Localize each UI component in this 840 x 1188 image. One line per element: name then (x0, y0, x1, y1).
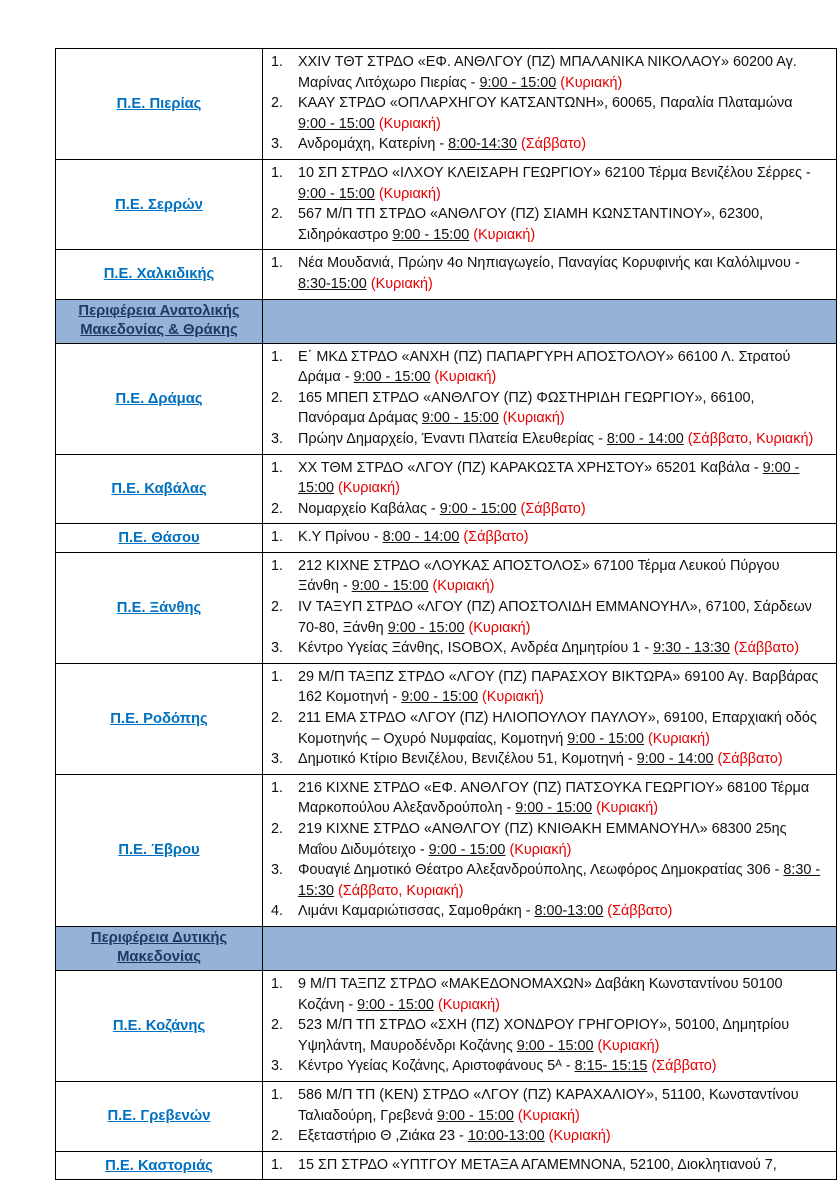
regional-unit-link[interactable]: Π.Ε. Έβρου (118, 842, 200, 859)
locations-cell (262, 524, 836, 552)
region-header-label: Περιφέρεια Δυτικής Μακεδονίας (90, 929, 228, 966)
entry-text (298, 458, 824, 499)
entry-text (298, 974, 824, 1015)
day-label: (Σάββατο) (607, 903, 673, 920)
location-entry (271, 667, 824, 708)
time-range: 9:00 - 15:00 (515, 800, 593, 817)
regional-unit-link[interactable]: Π.Ε. Καστοριάς (105, 1157, 213, 1174)
table-row (56, 454, 836, 524)
locations-cell (262, 775, 836, 926)
day-label: (Κυριακή) (509, 841, 572, 858)
region-unit-cell (56, 1152, 262, 1180)
time-range: 8:15- 15:15 (574, 1058, 648, 1075)
location-text: 219 ΚΙΧΝΕ ΣΤΡΔΟ «ΑΝΘΛΓΟΥ (ΠΖ) ΚΝΙΘΑΚΗ ΕΜΜΑΝΟΥΗΛ» 68300 25ης Μαΐου Διδυμότειχο - (298, 821, 787, 858)
day-label: (Κυριακή) (597, 1037, 660, 1054)
entry-text (298, 204, 824, 245)
day-label: (Σάββατο) (520, 500, 586, 517)
entry-text (298, 556, 824, 597)
location-entry (271, 819, 824, 860)
location-text: Πρώην Δημαρχείο, Έναντι Πλατεία Ελευθερίας - (298, 430, 607, 447)
table-row (56, 159, 836, 249)
location-text: IV ΤΑΞΥΠ ΣΤΡΔΟ «ΛΓΟΥ (ΠΖ) ΑΠΟΣΤΟΛΙΔΗ ΕΜΜΑΝΟΥΗΛ», 67100, Σάρδεων 70-80, Ξάνθη (298, 599, 812, 636)
location-text: ΚΑΑΥ ΣΤΡΔΟ «ΟΠΛΑΡΧΗΓΟΥ ΚΑΤΣΑΝΤΩΝΗ», 60065, Παραλία Πλαταμώνα (298, 95, 793, 112)
entry-number: 2. (271, 389, 284, 406)
location-entry (271, 253, 824, 294)
day-label: (Σάββατο) (717, 751, 783, 768)
day-label: (Κυριακή) (437, 996, 500, 1013)
location-entry (271, 527, 824, 548)
day-label: (Κυριακή) (548, 1128, 611, 1145)
time-range: 9:00 - 14:00 (636, 751, 714, 768)
table-row (56, 552, 836, 663)
location-entry (271, 388, 824, 429)
locations-cell (262, 1082, 836, 1151)
time-range: 9:00 - 15:00 (439, 500, 517, 517)
regional-unit-link[interactable]: Π.Ε. Δράμας (115, 390, 203, 407)
entry-number: 4. (271, 903, 284, 920)
day-label: (Σάββατο, Κυριακή) (687, 430, 814, 447)
regional-unit-link[interactable]: Π.Ε. Θάσου (118, 530, 200, 547)
entry-text (298, 347, 824, 388)
location-entry (271, 347, 824, 388)
entry-text (298, 52, 824, 93)
region-unit-cell (56, 160, 262, 249)
location-text: XXIV ΤΘΤ ΣΤΡΔΟ «ΕΦ. ΑΝΘΛΓΟΥ (ΠΖ) ΜΠΑΛΑΝΙΚΑ ΝΙΚΟΛΑΟΥ» 60200 Αγ. Μαρίνας Λιτόχωρο Πιερίας - (298, 54, 797, 91)
entry-text (298, 253, 824, 294)
locations-cell (262, 300, 836, 343)
entry-number: 3. (271, 430, 284, 447)
day-label: (Κυριακή) (517, 1107, 580, 1124)
entry-number: 1. (271, 164, 284, 181)
location-entry (271, 429, 824, 450)
time-range: 9:00 - 15:00 (353, 369, 431, 386)
location-entry (271, 1085, 824, 1126)
location-text: ΧΧ ΤΘΜ ΣΤΡΔΟ «ΛΓΟΥ (ΠΖ) ΚΑΡΑΚΩΣΤΑ ΧΡΗΣΤΟΥ» 65201 Καβάλα - (298, 459, 763, 476)
location-text: 586 Μ/Π ΤΠ (ΚΕΝ) ΣΤΡΔΟ «ΛΓΟΥ (ΠΖ) ΚΑΡΑΧΑΛΙΟΥ», 51100, Κωνσταντίνου Ταλιαδούρη, Γρεβενά (298, 1086, 799, 1124)
time-range: 9:00 - 15:00 (479, 74, 557, 91)
entry-text (298, 134, 824, 155)
time-range: 9:00 - 15:00 (567, 730, 645, 747)
entry-text (298, 638, 824, 659)
location-text: 211 ΕΜΑ ΣΤΡΔΟ «ΛΓΟΥ (ΠΖ) ΗΛΙΟΠΟΥΛΟΥ ΠΑΥΛΟΥ», 69100, Επαρχιακή οδός Κομοτηνής – Οχυρό Νυμφαίας, Κομοτηνή (298, 710, 817, 747)
locations-cell (262, 344, 836, 454)
location-text: Φουαγιέ Δημοτικό Θέατρο Αλεξανδρούπολης, Λεωφόρος Δημοκρατίας 306 - (298, 862, 784, 879)
location-text: 212 ΚΙΧΝΕ ΣΤΡΔΟ «ΛΟΥΚΑΣ ΑΠΟΣΤΟΛΟΣ» 67100 Τέρμα Λευκού Πύργου Ξάνθη - (298, 557, 780, 595)
day-label: (Σάββατο, Κυριακή) (338, 882, 464, 899)
day-label: (Σάββατο) (463, 529, 529, 546)
location-text: Κέντρο Υγείας Κοζάνης, Αριστοφάνους 5ᴬ - (298, 1058, 575, 1075)
day-label: (Κυριακή) (482, 689, 544, 706)
location-entry (271, 1126, 824, 1147)
day-label: (Σάββατο) (651, 1058, 717, 1075)
region-unit-cell (56, 344, 262, 454)
day-label: (Κυριακή) (370, 275, 433, 292)
location-entry (271, 163, 824, 204)
entry-text (298, 1015, 824, 1056)
entry-text (298, 527, 824, 548)
day-label: (Κυριακή) (502, 410, 565, 427)
region-unit-cell (56, 1082, 262, 1151)
entry-text (298, 819, 824, 860)
time-range: 8:00-14:30 (448, 136, 517, 153)
location-entry (271, 778, 824, 819)
location-text: Ε΄ ΜΚΔ ΣΤΡΔΟ «ΑΝΧΗ (ΠΖ) ΠΑΠΑΡΓΥΡΗ ΑΠΟΣΤΟΛΟΥ» 66100 Λ. Στρατού Δράμα - (298, 348, 791, 386)
entry-number: 2. (271, 95, 284, 112)
entry-text (298, 860, 824, 901)
location-text: 567 Μ/Π ΤΠ ΣΤΡΔΟ «ΑΝΘΛΓΟΥ (ΠΖ) ΣΙΑΜΗ ΚΩΝΣΤΑΝΤΙΝΟΥ», 62300, Σιδηρόκαστρο (298, 206, 764, 243)
location-text: Νέα Μουδανιά, Πρώην 4ο Νηπιαγωγείο, Παναγίας Κορυφινής και Καλόλιμνου - (298, 255, 800, 272)
entry-number: 3. (271, 1058, 284, 1075)
location-text: 29 Μ/Π ΤΑΞΠΖ ΣΤΡΔΟ «ΛΓΟΥ (ΠΖ) ΠΑΡΑΣΧΟΥ ΒΙΚΤΩΡΑ» 69100 Αγ. Βαρβάρας 162 Κομοτηνή - (298, 668, 819, 706)
regional-unit-link[interactable]: Π.Ε. Γρεβενών (107, 1108, 211, 1125)
location-entry (271, 597, 824, 638)
entry-text (298, 429, 824, 450)
location-entry (271, 134, 824, 155)
entry-text (298, 499, 824, 520)
location-text: 9 Μ/Π ΤΑΞΠΖ ΣΤΡΔΟ «ΜΑΚΕΔΟΝΟΜΑΧΩΝ» Δαβάκη Κωνσταντίνου 50100 Κοζάνη - (298, 975, 783, 1013)
entry-number: 3. (271, 862, 284, 879)
table-row (56, 970, 836, 1081)
locations-table (55, 48, 837, 1180)
day-label: (Σάββατο) (520, 136, 587, 153)
entry-number: 1. (271, 459, 284, 476)
time-range: 9:00 - 15:00 (392, 226, 470, 243)
entry-number: 1. (271, 54, 284, 70)
entry-text (298, 1155, 824, 1176)
time-range: 9:00 - 15:00 (357, 996, 434, 1013)
time-range: 9:00 - 15:00 (437, 1107, 514, 1124)
entry-number: 1. (271, 557, 284, 574)
location-entry (271, 638, 824, 659)
time-range: 9:00 - 15:00 (401, 689, 479, 706)
entry-number: 2. (271, 206, 284, 223)
entry-number: 1. (271, 348, 284, 365)
region-unit-cell (56, 927, 262, 970)
entry-text (298, 667, 824, 708)
locations-cell (262, 971, 836, 1081)
regional-unit-link[interactable]: Π.Ε. Καβάλας (111, 480, 207, 497)
locations-cell (262, 664, 836, 774)
locations-cell (262, 1152, 836, 1180)
entry-text (298, 1056, 824, 1077)
day-label: (Κυριακή) (468, 619, 531, 636)
table-row (56, 774, 836, 926)
day-label: (Κυριακή) (560, 74, 623, 91)
entry-text (298, 901, 824, 922)
time-range: 8:30 - 15:30 (298, 862, 821, 899)
entry-number: 3. (271, 640, 284, 657)
location-text: 165 ΜΠΕΠ ΣΤΡΔΟ «ΑΝΘΛΓΟΥ (ΠΖ) ΦΩΣΤΗΡΙΔΗ ΓΕΩΡΓΙΟΥ», 66100, Πανόραμα Δράμας (298, 389, 755, 427)
day-label: (Κυριακή) (338, 480, 400, 497)
day-label: (Κυριακή) (378, 185, 441, 202)
location-entry (271, 901, 824, 922)
regional-unit-link[interactable]: Π.Ε. Πιερίας (116, 95, 202, 112)
region-header-row (56, 926, 836, 970)
entry-number: 1. (271, 255, 284, 272)
time-range: 8:00-13:00 (534, 903, 604, 920)
entry-text (298, 163, 824, 204)
locations-cell (262, 927, 836, 970)
entry-text (298, 93, 824, 134)
region-unit-cell (56, 524, 262, 552)
locations-cell (262, 160, 836, 249)
location-entry (271, 749, 824, 770)
region-header-row (56, 299, 836, 343)
table-row (56, 663, 836, 774)
regional-unit-link[interactable]: Π.Ε. Κοζάνης (112, 1017, 206, 1034)
location-entry (271, 708, 824, 749)
entry-number: 2. (271, 821, 284, 837)
region-header-label: Περιφέρεια Ανατολικής Μακεδονίας & Θράκης (78, 302, 240, 339)
table-row (56, 343, 836, 454)
location-entry (271, 860, 824, 901)
day-label: (Σάββατο) (733, 640, 800, 657)
location-text: Κέντρο Υγείας Ξάνθης, ISOBOX, Ανδρέα Δημητρίου 1 - (298, 640, 654, 657)
entry-number: 3. (271, 751, 284, 768)
regional-unit-link[interactable]: Π.Ε. Χαλκιδικής (103, 266, 215, 283)
entry-number: 1. (271, 1156, 284, 1173)
location-text: Ανδρομάχη, Κατερίνη - (298, 136, 449, 153)
time-range: 8:00 - 14:00 (606, 430, 684, 447)
table-row (56, 1151, 836, 1180)
time-range: 9:00 - 15:00 (298, 115, 375, 132)
location-entry (271, 1015, 824, 1056)
entry-text (298, 388, 824, 429)
location-entry (271, 93, 824, 134)
entry-number: 1. (271, 975, 284, 992)
time-range: 9:00 - 15:00 (428, 841, 506, 858)
entry-number: 1. (271, 1086, 284, 1103)
time-range: 9:00 - 15:00 (298, 185, 375, 202)
entry-text (298, 1085, 824, 1126)
table-row (56, 1081, 836, 1151)
location-entry (271, 204, 824, 245)
day-label: (Κυριακή) (473, 226, 536, 243)
entry-text (298, 708, 824, 749)
entry-text (298, 749, 824, 770)
time-range: 9:30 - 13:30 (653, 640, 730, 657)
location-entry (271, 556, 824, 597)
location-text: Εξεταστήριο Θ ,Ζιάκα 23 - (298, 1128, 468, 1145)
entry-number: 2. (271, 1128, 284, 1145)
table-row (56, 523, 836, 552)
region-unit-cell (56, 49, 262, 159)
region-unit-cell (56, 455, 262, 524)
regional-unit-link[interactable]: Π.Ε. Ροδόπης (110, 710, 208, 727)
entry-number: 1. (271, 529, 284, 546)
day-label: (Κυριακή) (432, 578, 495, 595)
time-range: 9:00 - 15:00 (298, 459, 800, 497)
entry-number: 3. (271, 136, 284, 153)
entry-text (298, 778, 824, 819)
entry-number: 2. (271, 599, 284, 616)
day-label: (Κυριακή) (648, 730, 710, 747)
location-text: Λιμάνι Καμαριώτισσας, Σαμοθράκη - (298, 903, 535, 920)
location-entry (271, 974, 824, 1015)
time-range: 8:00 - 14:00 (382, 529, 460, 546)
time-range: 9:00 - 15:00 (516, 1037, 594, 1054)
region-unit-cell (56, 664, 262, 774)
location-text: Δημοτικό Κτίριο Βενιζέλου, Βενιζέλου 51, Κομοτηνή - (298, 751, 637, 768)
location-text: 216 ΚΙΧΝΕ ΣΤΡΔΟ «ΕΦ. ΑΝΘΛΓΟΥ (ΠΖ) ΠΑΤΣΟΥΚΑ ΓΕΩΡΓΙΟΥ» 68100 Τέρμα Μαρκοπούλου Αλεξανδρούπολη - (298, 779, 810, 817)
regional-unit-link[interactable]: Π.Ε. Σερρών (115, 196, 203, 213)
location-entry (271, 1155, 824, 1176)
location-entry (271, 52, 824, 93)
time-range: 9:00 - 15:00 (351, 578, 429, 595)
time-range: 10:00-13:00 (467, 1128, 545, 1145)
locations-cell (262, 455, 836, 524)
region-unit-cell (56, 971, 262, 1081)
time-range: 8:30-15:00 (298, 275, 367, 292)
location-text: 15 ΣΠ ΣΤΡΔΟ «ΥΠΤΓΟΥ ΜΕΤΑΞΑ ΑΓΑΜΕΜΝΟΝΑ, 52100, Διοκλητιανού 7, (298, 1156, 777, 1173)
day-label: (Κυριακή) (596, 800, 659, 817)
locations-cell (262, 49, 836, 159)
entry-number: 1. (271, 779, 284, 796)
region-unit-cell (56, 553, 262, 663)
regional-unit-link[interactable]: Π.Ε. Ξάνθης (116, 599, 202, 616)
location-text: 10 ΣΠ ΣΤΡΔΟ «ΙΛΧΟΥ ΚΛΕΙΣΑΡΗ ΓΕΩΡΓΙΟΥ» 62100 Τέρμα Βενιζέλου Σέρρες - (298, 164, 811, 181)
location-text: 523 Μ/Π ΤΠ ΣΤΡΔΟ «ΣΧΗ (ΠΖ) ΧΟΝΔΡΟΥ ΓΡΗΓΟΡΙΟΥ», 50100, Δημητρίου Υψηλάντη, Μαυροδένδρι Κοζάνης (298, 1017, 790, 1054)
entry-number: 1. (271, 668, 284, 685)
time-range: 9:00 - 15:00 (421, 410, 499, 427)
location-entry (271, 499, 824, 520)
region-unit-cell (56, 775, 262, 926)
entry-text (298, 597, 824, 638)
entry-number: 2. (271, 500, 284, 517)
location-entry (271, 1056, 824, 1077)
entry-number: 2. (271, 710, 284, 727)
table-row (56, 249, 836, 298)
entry-text (298, 1126, 824, 1147)
region-unit-cell (56, 300, 262, 343)
location-text: Νομαρχείο Καβάλας - (298, 500, 440, 517)
day-label: (Κυριακή) (378, 115, 441, 132)
locations-cell (262, 250, 836, 298)
time-range: 9:00 - 15:00 (387, 619, 465, 636)
entry-number: 2. (271, 1017, 284, 1034)
table-row (56, 49, 836, 159)
region-unit-cell (56, 250, 262, 298)
locations-cell (262, 553, 836, 663)
location-text: Κ.Υ Πρίνου - (298, 529, 383, 546)
location-entry (271, 458, 824, 499)
day-label: (Κυριακή) (434, 369, 497, 386)
